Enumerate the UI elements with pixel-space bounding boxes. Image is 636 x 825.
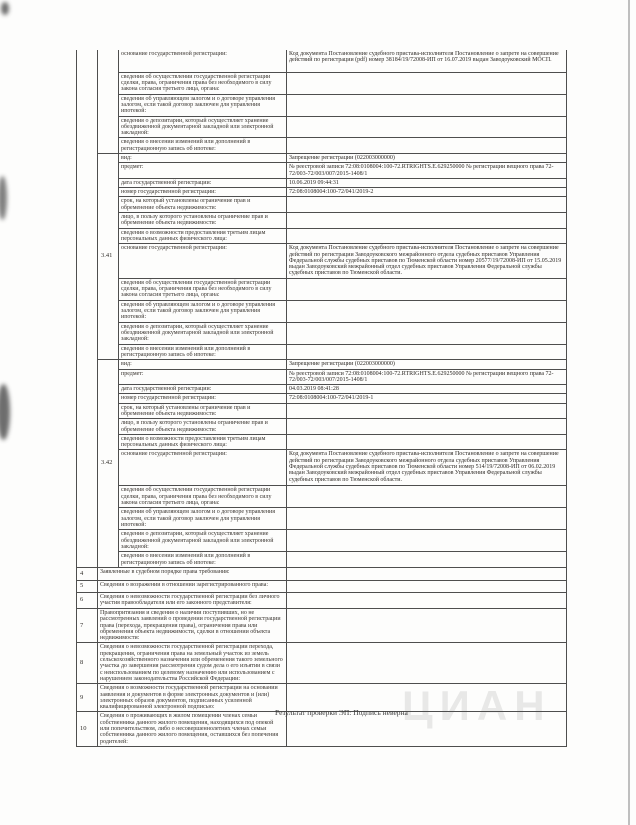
row-label: сведения о внесении изменений или дополнений в регистрационную запись об ипотеке:	[119, 138, 287, 154]
table-row	[77, 138, 567, 154]
row-label: номер государственной регистрации:	[119, 188, 287, 197]
row-label: дата государственной регистрации:	[119, 385, 287, 394]
row-value: 72:08:0108004:100-72/041/2019-1	[287, 394, 567, 403]
row-value-empty	[287, 116, 567, 138]
table-row	[77, 213, 567, 229]
row-value-empty	[287, 530, 567, 552]
entry-subnumber-cell	[98, 50, 119, 153]
row-value-empty	[287, 592, 567, 608]
row-label: основание государственной регистрации:	[119, 50, 287, 72]
row-label: вид:	[119, 153, 287, 162]
row-value-empty	[287, 197, 567, 213]
table-row	[77, 385, 567, 394]
table-row	[77, 163, 567, 179]
table-row	[77, 228, 567, 244]
scan-artifact	[0, 384, 10, 440]
row-label: Сведения о проживающих в жилом помещении членах семьи собственника данного жилого помещения, находящихся под опекой или попечительством, либо о несовершеннолетних членах семьи собственника данного жилого помещения, оставшихся без попечения родителей:	[98, 712, 287, 746]
row-value: № реестровой записи 72:08:0108004:100-72.RTRIGHTS.E.629250000 № регистрации вещного права 72-72/003-72/003/007/2015-1408/1	[287, 163, 567, 179]
row-number: 9	[77, 684, 98, 712]
table-row	[77, 508, 567, 530]
row-label: Заявленные в судебном порядке права требования:	[98, 567, 287, 580]
table-row	[77, 153, 567, 162]
table-row	[77, 197, 567, 213]
row-label: сведения об осуществлении государственной регистрации сделки, права, ограничения права без необходимого в силу закона согласия третьего лица, органа:	[119, 278, 287, 300]
row-label: сведения об управляющем залогом и о договоре управления залогом, если такой договор заключен для управления ипотекой:	[119, 94, 287, 116]
row-number: 10	[77, 712, 98, 746]
row-label: основание государственной регистрации:	[119, 450, 287, 486]
row-value: № реестровой записи 72:08:0108004:100-72.RTRIGHTS.E.629250000 № регистрации вещного права 72-72/003-72/003/007/2015-1408/1	[287, 369, 567, 385]
table-row	[77, 72, 567, 94]
row-number: 4	[77, 567, 98, 580]
row-value-empty	[287, 552, 567, 568]
table-row	[77, 188, 567, 197]
table-row	[77, 394, 567, 403]
row-label: номер государственной регистрации:	[119, 394, 287, 403]
page-scan-edge	[628, 0, 630, 825]
row-value-empty	[287, 228, 567, 244]
scan-artifact	[0, 176, 7, 220]
row-label: сведения о депозитарии, который осуществляет хранение обездвиженной документарной закладной или электронной закладной:	[119, 322, 287, 344]
row-value: Код документа Постановление судебного пристава-исполнителя Постановление о запрете на совершение действий по регистрации Заводоуковского межрайонного отдела судебных приставов Управления Федеральной службы судебных приставов по Тюменской области номер 514/19/72008-ИП от 06.02.2019 выдан Заводоуковский межрайонный отдел судебных приставов Управления Федеральной службы судебных приставов по Тюменской области.	[287, 450, 567, 486]
cian-watermark: ЦИАН	[402, 682, 552, 729]
table-row	[77, 94, 567, 116]
table-row	[77, 434, 567, 450]
table-row	[77, 178, 567, 187]
row-label: лицо, в пользу которого установлены ограничение прав и обременение объекта недвижимости:	[119, 419, 287, 435]
row-value-empty	[287, 643, 567, 684]
entry-subnumber: 3.42	[98, 360, 119, 568]
entry-subnumber: 3.41	[98, 153, 119, 359]
table-row	[77, 344, 567, 360]
row-label: сведения об осуществлении государственной регистрации сделки, права, ограничения права без необходимого в силу закона согласия третьего лица, органа:	[119, 72, 287, 94]
row-label: лицо, в пользу которого установлены ограничение прав и обременение объекта недвижимости:	[119, 213, 287, 229]
row-number: 6	[77, 592, 98, 608]
row-value: Запрещение регистрации (022003000000)	[287, 360, 567, 369]
row-value: Запрещение регистрации (022003000000)	[287, 153, 567, 162]
row-value-empty	[287, 508, 567, 530]
table-row	[77, 403, 567, 419]
row-value-empty	[287, 344, 567, 360]
row-number: 7	[77, 608, 98, 642]
table-row	[77, 567, 567, 580]
table-row	[77, 369, 567, 385]
row-value-empty	[287, 567, 567, 580]
row-value-empty	[287, 403, 567, 419]
egrn-restrictions-table	[76, 50, 567, 747]
row-label: Сведения о невозможности государственной регистрации без личного участия правообладателя или его законного представителя:	[98, 592, 287, 608]
row-value-empty	[287, 300, 567, 322]
row-value-empty	[287, 138, 567, 154]
row-value-empty	[287, 419, 567, 435]
table-row	[77, 552, 567, 568]
row-label: сведения о депозитарии, который осуществляет хранение обездвиженной документарной закладной или электронной закладной:	[119, 530, 287, 552]
row-label: сведения о депозитарии, который осуществляет хранение обездвиженной документарной закладной или электронной закладной:	[119, 116, 287, 138]
signature-verification-result: Результат проверки ЭП: Подпись неверна	[275, 708, 408, 717]
row-label: предмет:	[119, 163, 287, 179]
table-row	[77, 643, 567, 684]
table-row	[77, 244, 567, 278]
table-row	[77, 592, 567, 608]
row-label: сведения об управляющем залогом и о договоре управления залогом, если такой договор заключен для управления ипотекой:	[119, 300, 287, 322]
row-label: предмет:	[119, 369, 287, 385]
row-label: сведения о внесении изменений или дополнений в регистрационную запись об ипотеке:	[119, 344, 287, 360]
row-value-empty	[287, 72, 567, 94]
table-row	[77, 580, 567, 592]
row-value-empty	[287, 322, 567, 344]
row-value: 04.03.2019 08:41:28	[287, 385, 567, 394]
entry-number-cell	[77, 50, 98, 567]
row-value: Код документа Постановление судебного пристава-исполнителя Постановление о запрете на совершение действий по регистрации Заводоуковского межрайонного отдела судебных приставов Управления Федеральной службы судебных приставов по Тюменской области номер 20577/19/72008-ИП от 15.05.2019 выдан Заводоуковский межрайонный отдел судебных приставов Управления Федеральной службы судебных приставов по Тюменской области.	[287, 244, 567, 278]
row-number: 8	[77, 643, 98, 684]
table-row	[77, 419, 567, 435]
row-label: срок, на который установлены ограничение прав и обременение объекта недвижимости:	[119, 403, 287, 419]
row-label: дата государственной регистрации:	[119, 178, 287, 187]
row-label: Сведения о невозможности государственной регистрации перехода, прекращения, ограничения права на земельный участок из земель сельскохозяйственного назначения или обременения такого земельного участка до завершения рассмотрения судом дела о его изъятии в связи с неиспользованием по целевому назначению или использованием с нарушением законодательства Российской Федерации:	[98, 643, 287, 684]
table-row	[77, 50, 567, 72]
row-value-empty	[287, 278, 567, 300]
table-row	[77, 300, 567, 322]
row-label: сведения об осуществлении государственной регистрации сделки, права, ограничения права без необходимого в силу закона согласия третьего лица, органа:	[119, 486, 287, 508]
table-row	[77, 608, 567, 642]
table-row	[77, 450, 567, 486]
row-value-empty	[287, 434, 567, 450]
row-value-empty	[287, 580, 567, 592]
table-row	[77, 360, 567, 369]
row-label: Правопритязания и сведения о наличии поступивших, но не рассмотренных заявлений о проведении государственной регистрации права (перехода, прекращения права), ограничения права или обременения объекта недвижимости, сделки в отношении объекта недвижимости:	[98, 608, 287, 642]
row-value-empty	[287, 213, 567, 229]
table-row	[77, 278, 567, 300]
row-label: сведения о возможности предоставления третьим лицам персональных данных физического лица:	[119, 228, 287, 244]
row-value: 10.06.2019 09:44:31	[287, 178, 567, 187]
table-row	[77, 116, 567, 138]
row-label: срок, на который установлены ограничение прав и обременение объекта недвижимости:	[119, 197, 287, 213]
row-number: 5	[77, 580, 98, 592]
row-value: Код документа Постановление судебного пристава-исполнителя Постановление о запрете на совершение действий по регистрации (pdf) номер 38184/19/72008-ИП от 16.07.2019 выдан Заводоуковский МОСП.	[287, 50, 567, 72]
row-label: сведения о внесении изменений или дополнений в регистрационную запись об ипотеке:	[119, 552, 287, 568]
row-value-empty	[287, 486, 567, 508]
row-label: Сведения о возможности государственной регистрации на основании заявления и документов в форме электронных документов и (или) электронных образов документов, подписанных усиленной квалифицированной электронной подписью:	[98, 684, 287, 712]
row-label: основание государственной регистрации:	[119, 244, 287, 278]
row-value: 72:08:0108004:100-72/041/2019-2	[287, 188, 567, 197]
table-row	[77, 322, 567, 344]
row-value-empty	[287, 94, 567, 116]
row-label: сведения об управляющем залогом и о договоре управления залогом, если такой договор заключен для управления ипотекой:	[119, 508, 287, 530]
table-row	[77, 530, 567, 552]
row-label: сведения о возможности предоставления третьим лицам персональных данных физического лица:	[119, 434, 287, 450]
row-label: Сведения о возражении в отношении зарегистрированного права:	[98, 580, 287, 592]
table-row	[77, 486, 567, 508]
scan-artifact	[1, 2, 9, 15]
row-label: вид:	[119, 360, 287, 369]
row-value-empty	[287, 608, 567, 642]
